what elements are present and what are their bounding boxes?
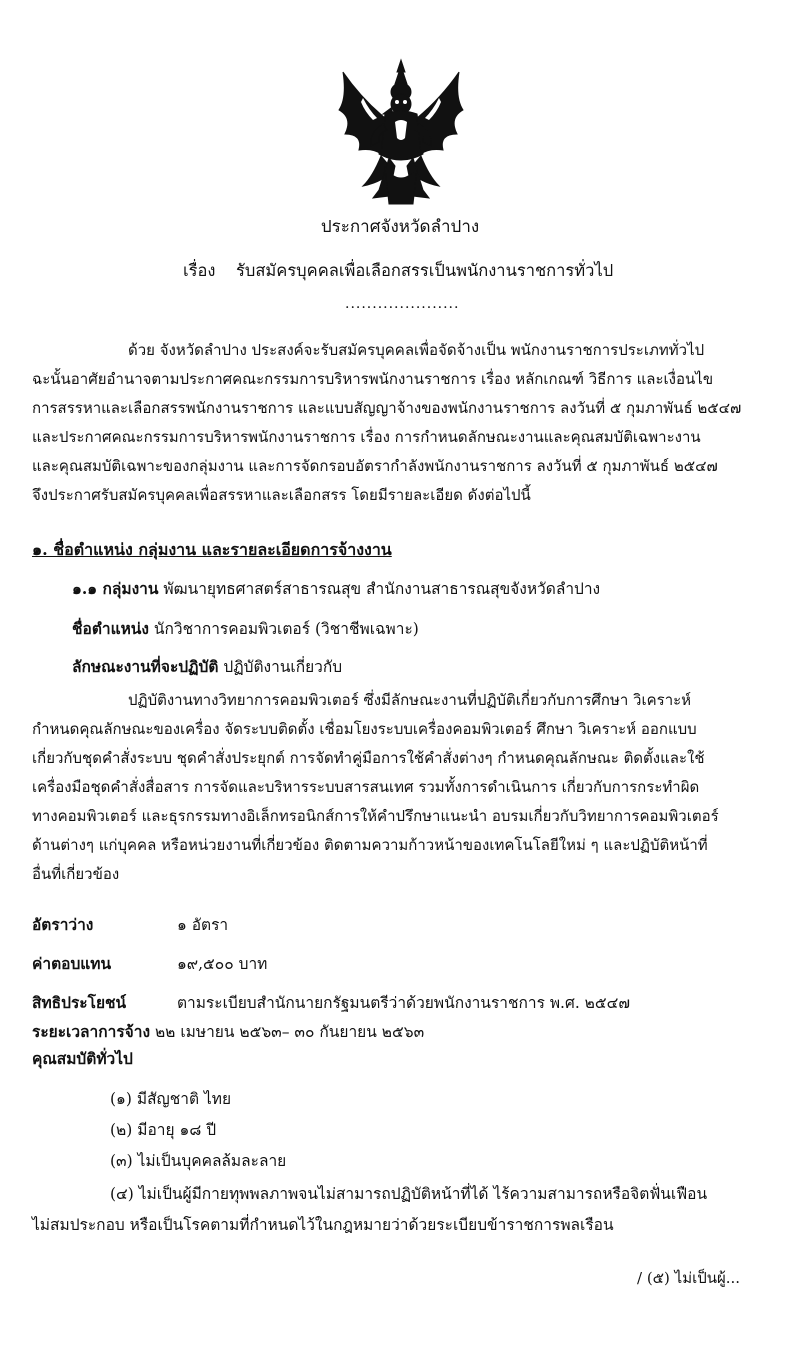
pay-label: ค่าตอบแทน bbox=[32, 954, 112, 973]
duty-line: ด้านต่างๆ แก่บุคคล หรือหน่วยงานที่เกี่ยวข้อง ติดตามความก้าวหน้าของเทคโนโลยีใหม่ ๆ และปฏิบัติหน้าที่ bbox=[32, 836, 708, 854]
subject-text: รับสมัครบุคคลเพื่อเลือกสรรเป็นพนักงานราชการทั่วไป bbox=[236, 261, 614, 280]
document-title: ประกาศจังหวัดลำปาง bbox=[320, 217, 480, 237]
duty-line: ทางคอมพิวเตอร์ และธุรกรรมทางอิเล็กทรอนิกส์การให้คำปรึกษาแนะนำ อบรมเกี่ยวกับวิทยาการคอมพิวเตอร์ bbox=[32, 807, 719, 825]
intro-paragraph bbox=[32, 336, 777, 510]
qualification-item: (๑) มีสัญชาติ ไทย bbox=[110, 1090, 232, 1108]
pay-value: ๑๙,๕๐๐ บาท bbox=[176, 955, 268, 973]
position-label: ชื่อตำแหน่ง bbox=[72, 619, 149, 638]
position-value: นักวิชาการคอมพิวเตอร์ (วิชาชีพเฉพาะ) bbox=[153, 620, 419, 638]
duty-line: เกี่ยวกับชุดคำสั่งระบบ ชุดคำสั่งประยุกต์ การจัดทำคู่มือการใช้คำสั่งต่างๆ กำหนดคุณลักษณะ ติดตั้งและใช้ bbox=[32, 749, 705, 767]
pay-row bbox=[32, 951, 267, 976]
vacancy-label: อัตราว่าง bbox=[32, 915, 94, 934]
intro-line: จึงประกาศรับสมัครบุคคลเพื่อสรรหาและเลือกสรร โดยมีรายละเอียด ดังต่อไปนี้ bbox=[32, 486, 531, 504]
qualification-item: (๔) ไม่เป็นผู้มีกายทุพพลภาพจนไม่สามารถปฏิบัติหน้าที่ได้ ไร้ความสามารถหรือจิตฟั่นเฟือน bbox=[110, 1185, 708, 1203]
subject-label: เรื่อง bbox=[183, 261, 216, 280]
group-label: ๑.๑ กลุ่มงาน bbox=[72, 579, 159, 598]
qualification-item: (๒) มีอายุ ๑๘ ปี bbox=[110, 1121, 217, 1139]
qualification-item-continued: ไม่สมประกอบ หรือเป็นโรคตามที่กำหนดไว้ในกฎหมายว่าด้วยระเบียบข้าราชการพลเรือน bbox=[32, 1216, 614, 1234]
duty-line: กำหนดคุณลักษณะของเครื่อง จัดระบบติดตั้ง เชื่อมโยงระบบเครื่องคอมพิวเตอร์ ศึกษา วิเคราะห์ ออกแบบ bbox=[32, 720, 697, 738]
benefit-label: สิทธิประโยชน์ bbox=[32, 993, 127, 1012]
period-value: ๒๒ เมษายน ๒๕๖๓– ๓๐ กันยายน ๒๕๖๓ bbox=[154, 1023, 425, 1041]
duty-paragraph bbox=[32, 686, 777, 889]
intro-line: ฉะนั้นอาศัยอำนาจตามประกาศคณะกรรมการบริหารพนักงานราชการ เรื่อง หลักเกณฑ์ วิธีการ และเงื่อนไข bbox=[32, 370, 714, 388]
intro-line: และประกาศคณะกรรมการบริหารพนักงานราชการ เรื่อง การกำหนดลักษณะงานและคุณสมบัติเฉพาะงาน bbox=[32, 428, 701, 446]
intro-line: การสรรหาและเลือกสรรพนักงานราชการ และแบบสัญญาจ้างของพนักงานราชการ ลงวันที่ ๕ กุมภาพันธ์ ๒๕๔๗ bbox=[32, 399, 742, 417]
position-row bbox=[72, 616, 419, 641]
vacancy-value: ๑ อัตรา bbox=[176, 916, 229, 934]
qualifications-label: คุณสมบัติทั่วไป bbox=[32, 1049, 133, 1068]
intro-line: ด้วย จังหวัดลำปาง ประสงค์จะรับสมัครบุคคลเพื่อจัดจ้างเป็น พนักงานราชการประเภททั่วไป bbox=[128, 341, 705, 359]
duty-line: เครื่องมือชุดคำสั่งสื่อสาร การจัดและบริหารระบบสารสนเทศ รวมทั้งการดำเนินการ เกี่ยวกับการกระทำผิด bbox=[32, 778, 700, 796]
duty-label: ลักษณะงานที่จะปฏิบัติ bbox=[72, 657, 219, 676]
separator: ..................... bbox=[345, 296, 460, 312]
qualification-item: (๓) ไม่เป็นบุคคลล้มละลาย bbox=[110, 1152, 287, 1170]
period-row bbox=[32, 1019, 424, 1044]
benefit-row bbox=[32, 990, 630, 1015]
duty-line: ปฏิบัติงานทางวิทยาการคอมพิวเตอร์ ซึ่งมีลักษณะงานที่ปฏิบัติเกี่ยวกับการศึกษา วิเคราะห์ bbox=[128, 691, 692, 709]
section-heading: ๑. ชื่อตำแหน่ง กลุ่มงาน และรายละเอียดการจ้างงาน bbox=[32, 540, 392, 559]
group-value: พัฒนายุทธศาสตร์สาธารณสุข สำนักงานสาธารณสุขจังหวัดลำปาง bbox=[163, 580, 601, 598]
qualifications-heading bbox=[32, 1046, 133, 1071]
group-row bbox=[72, 576, 600, 601]
continuation-note: / (๕) ไม่เป็นผู้... bbox=[637, 1269, 741, 1287]
period-label: ระยะเวลาการจ้าง bbox=[32, 1022, 151, 1041]
intro-line: และคุณสมบัติเฉพาะของกลุ่มงาน และการจัดกรอบอัตรากำลังพนักงานราชการ ลงวันที่ ๕ กุมภาพันธ์ ๒๕๔๗ bbox=[32, 457, 718, 475]
garuda-emblem bbox=[333, 58, 469, 208]
duty-line: อื่นที่เกี่ยวข้อง bbox=[32, 865, 120, 883]
duty-row bbox=[72, 654, 342, 679]
vacancy-row bbox=[32, 912, 228, 937]
benefit-value: ตามระเบียบสำนักนายกรัฐมนตรีว่าด้วยพนักงานราชการ พ.ศ. ๒๕๔๗ bbox=[176, 994, 631, 1012]
duty-value: ปฏิบัติงานเกี่ยวกับ bbox=[223, 658, 343, 676]
